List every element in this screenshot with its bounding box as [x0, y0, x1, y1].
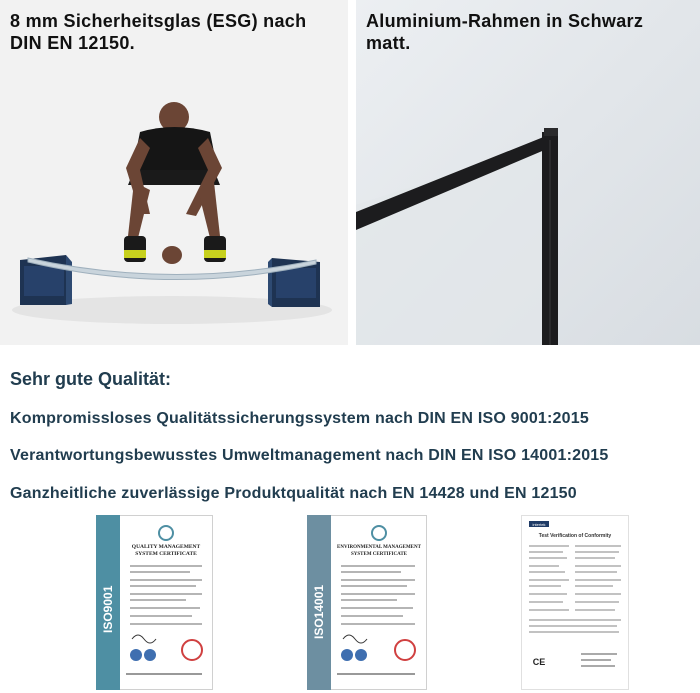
frame-caption	[366, 10, 643, 54]
quality-line-en14428: Ganzheitliche zuverlässige Produktqualität nach EN 14428 und EN 12150	[10, 485, 577, 502]
iso14001-side-label: ISO14001	[312, 584, 326, 639]
quality-heading: Sehr gute Qualität:	[10, 369, 172, 389]
intertek-verification-document	[521, 515, 629, 690]
iso14001-certificate	[307, 515, 427, 690]
quality-line-iso9001: Kompromissloses Qualitätssicherungssystem nach DIN EN ISO 9001:2015	[10, 410, 589, 427]
iso9001-certificate	[96, 515, 213, 690]
glass-load-photo-panel	[0, 0, 348, 345]
iso9001-title-line2: SYSTEM CERTIFICATE	[135, 551, 197, 557]
svg-text:intertek: intertek	[532, 522, 546, 527]
iso14001-title-line1: ENVIRONMENTAL MANAGEMENT	[337, 545, 421, 550]
frame-detail-photo-panel	[356, 0, 700, 345]
glass-caption-line1: 8 mm Sicherheitsglas (ESG) nach	[10, 11, 307, 31]
glass-caption	[10, 10, 306, 54]
glass-caption-line2: DIN EN 12150.	[10, 33, 135, 53]
intertek-doc-title: Test Verification of Conformity	[538, 533, 612, 539]
iso9001-title-line1: QUALITY MANAGEMENT	[131, 544, 201, 550]
frame-caption-line2: matt.	[366, 33, 411, 53]
ce-mark-icon: CE	[532, 657, 546, 667]
quality-line-iso14001: Verantwortungsbewusstes Umweltmanagement nach DIN EN ISO 14001:2015	[10, 447, 609, 464]
frame-caption-line1: Aluminium-Rahmen in Schwarz	[366, 11, 644, 31]
iso14001-title-line2: SYSTEM CERTIFICATE	[351, 552, 407, 557]
iso9001-side-label: ISO9001	[101, 585, 115, 633]
